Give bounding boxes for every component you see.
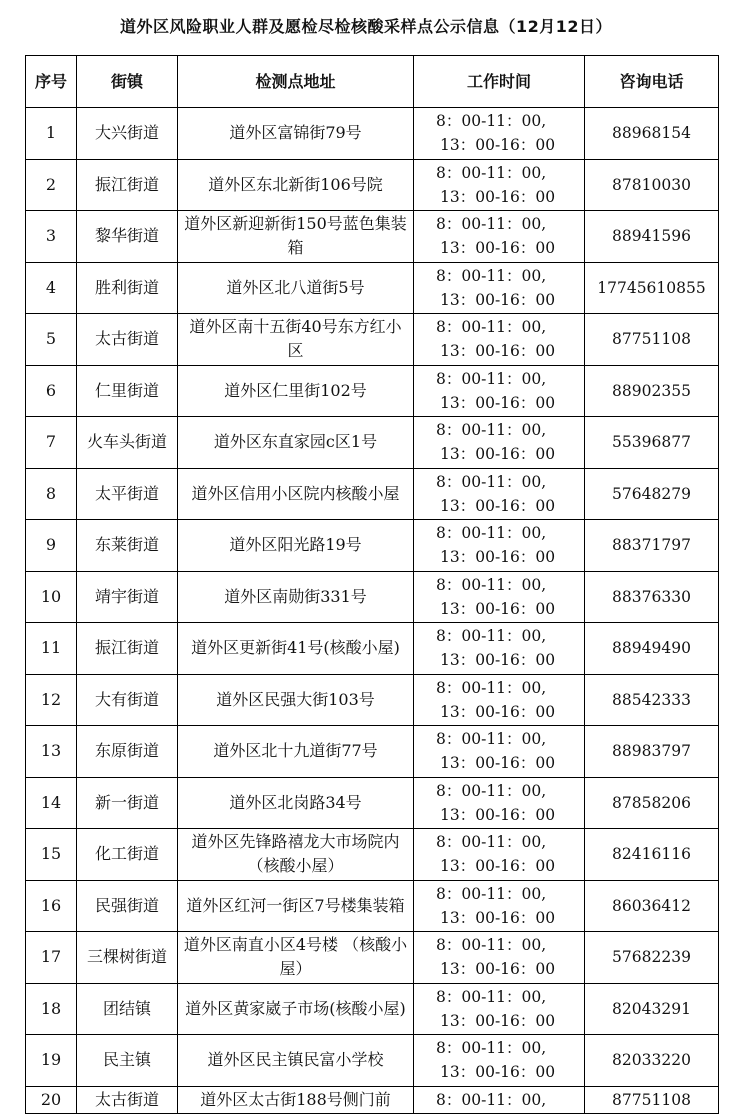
row-number: 13 xyxy=(26,726,77,778)
row-working-hours xyxy=(414,262,585,314)
working-hours-morning: 8：00-11：00, xyxy=(436,524,547,543)
sampling-sites-table xyxy=(25,55,719,1114)
row-working-hours xyxy=(414,932,585,984)
header-address: 检测点地址 xyxy=(178,56,414,108)
row-phone: 55396877 xyxy=(585,417,719,469)
row-street: 振江街道 xyxy=(77,159,178,211)
table-row xyxy=(26,365,719,417)
working-hours-morning: 8：00-11：00, xyxy=(436,112,547,131)
table-row xyxy=(26,932,719,984)
row-street: 三棵树街道 xyxy=(77,932,178,984)
row-number: 11 xyxy=(26,623,77,675)
row-number: 12 xyxy=(26,674,77,726)
header-street: 街镇 xyxy=(77,56,178,108)
working-hours-morning: 8：00-11：00, xyxy=(436,678,547,697)
row-address: 道外区仁里街102号 xyxy=(178,365,414,417)
working-hours-morning: 8：00-11：00, xyxy=(436,369,547,388)
table-header-row xyxy=(26,56,719,108)
table-row xyxy=(26,108,719,160)
row-number: 9 xyxy=(26,520,77,572)
working-hours-afternoon: 13：00-16：00 xyxy=(440,1063,556,1082)
table-row xyxy=(26,1086,719,1113)
working-hours-morning: 8：00-11：00, xyxy=(436,1090,547,1109)
row-phone: 87810030 xyxy=(585,159,719,211)
row-address: 道外区南勋街331号 xyxy=(178,571,414,623)
row-number: 16 xyxy=(26,880,77,932)
table-row xyxy=(26,468,719,520)
row-street: 黎华街道 xyxy=(77,211,178,263)
working-hours-afternoon: 13：00-16：00 xyxy=(440,187,556,206)
working-hours-afternoon: 13：00-16：00 xyxy=(440,857,556,876)
table-row xyxy=(26,983,719,1035)
table-row xyxy=(26,674,719,726)
working-hours-morning: 8：00-11：00, xyxy=(436,730,547,749)
row-street: 东原街道 xyxy=(77,726,178,778)
row-phone: 88983797 xyxy=(585,726,719,778)
row-working-hours xyxy=(414,159,585,211)
row-street: 大有街道 xyxy=(77,674,178,726)
working-hours-morning: 8：00-11：00, xyxy=(436,833,547,852)
row-working-hours xyxy=(414,674,585,726)
row-number: 6 xyxy=(26,365,77,417)
table-row xyxy=(26,829,719,881)
row-phone: 87751108 xyxy=(585,1086,719,1113)
row-number: 17 xyxy=(26,932,77,984)
row-street: 火车头街道 xyxy=(77,417,178,469)
row-phone: 88941596 xyxy=(585,211,719,263)
row-street: 新一街道 xyxy=(77,777,178,829)
working-hours-morning: 8：00-11：00, xyxy=(436,421,547,440)
working-hours-afternoon: 13：00-16：00 xyxy=(440,908,556,927)
row-address: 道外区东北新街106号院 xyxy=(178,159,414,211)
working-hours-morning: 8：00-11：00, xyxy=(436,575,547,594)
row-phone: 88376330 xyxy=(585,571,719,623)
row-phone: 82416116 xyxy=(585,829,719,881)
working-hours-afternoon: 13：00-16：00 xyxy=(440,805,556,824)
row-phone: 87751108 xyxy=(585,314,719,366)
working-hours-morning: 8：00-11：00, xyxy=(436,987,547,1006)
row-address: 道外区红河一街区7号楼集装箱 xyxy=(178,880,414,932)
table-row xyxy=(26,777,719,829)
row-street: 大兴街道 xyxy=(77,108,178,160)
table-row xyxy=(26,417,719,469)
working-hours-afternoon: 13：00-16：00 xyxy=(440,496,556,515)
row-number: 19 xyxy=(26,1035,77,1087)
row-number: 3 xyxy=(26,211,77,263)
working-hours-morning: 8：00-11：00, xyxy=(436,627,547,646)
row-number: 20 xyxy=(26,1086,77,1113)
row-street: 民主镇 xyxy=(77,1035,178,1087)
row-phone: 88902355 xyxy=(585,365,719,417)
row-working-hours xyxy=(414,314,585,366)
working-hours-afternoon: 13：00-16：00 xyxy=(440,393,556,412)
row-address: 道外区北岗路34号 xyxy=(178,777,414,829)
working-hours-morning: 8：00-11：00, xyxy=(436,936,547,955)
row-address: 道外区更新街41号(核酸小屋) xyxy=(178,623,414,675)
row-working-hours xyxy=(414,520,585,572)
row-working-hours xyxy=(414,108,585,160)
working-hours-morning: 8：00-11：00, xyxy=(436,884,547,903)
working-hours-afternoon: 13：00-16：00 xyxy=(440,599,556,618)
working-hours-morning: 8：00-11：00, xyxy=(436,163,547,182)
row-address: 道外区阳光路19号 xyxy=(178,520,414,572)
working-hours-morning: 8：00-11：00, xyxy=(436,215,547,234)
row-street: 化工街道 xyxy=(77,829,178,881)
working-hours-morning: 8：00-11：00, xyxy=(436,781,547,800)
row-working-hours xyxy=(414,365,585,417)
table-row xyxy=(26,262,719,314)
row-address: 道外区东直家园c区1号 xyxy=(178,417,414,469)
row-street: 民强街道 xyxy=(77,880,178,932)
row-phone: 17745610855 xyxy=(585,262,719,314)
row-number: 18 xyxy=(26,983,77,1035)
row-number: 7 xyxy=(26,417,77,469)
row-address: 道外区黄家崴子市场(核酸小屋) xyxy=(178,983,414,1035)
working-hours-afternoon: 13：00-16：00 xyxy=(440,548,556,567)
working-hours-afternoon: 13：00-16：00 xyxy=(440,651,556,670)
row-address: 道外区新迎新街150号蓝色集装箱 xyxy=(178,211,414,263)
working-hours-afternoon: 13：00-16：00 xyxy=(440,754,556,773)
row-number: 14 xyxy=(26,777,77,829)
row-street: 太古街道 xyxy=(77,314,178,366)
table-body xyxy=(26,108,719,1114)
row-number: 5 xyxy=(26,314,77,366)
working-hours-morning: 8：00-11：00, xyxy=(436,472,547,491)
row-address: 道外区民强大街103号 xyxy=(178,674,414,726)
row-working-hours xyxy=(414,1035,585,1087)
table-row xyxy=(26,571,719,623)
row-street: 胜利街道 xyxy=(77,262,178,314)
row-street: 东莱街道 xyxy=(77,520,178,572)
row-phone: 86036412 xyxy=(585,880,719,932)
header-phone: 咨询电话 xyxy=(585,56,719,108)
table-row xyxy=(26,726,719,778)
row-phone: 88542333 xyxy=(585,674,719,726)
row-working-hours xyxy=(414,417,585,469)
row-street: 团结镇 xyxy=(77,983,178,1035)
row-working-hours xyxy=(414,571,585,623)
table-row xyxy=(26,880,719,932)
row-address: 道外区信用小区院内核酸小屋 xyxy=(178,468,414,520)
page-title: 道外区风险职业人群及愿检尽检核酸采样点公示信息（12月12日） xyxy=(119,17,613,36)
header-time: 工作时间 xyxy=(414,56,585,108)
row-phone: 82033220 xyxy=(585,1035,719,1087)
table-row xyxy=(26,159,719,211)
working-hours-afternoon: 13：00-16：00 xyxy=(440,960,556,979)
row-phone: 88968154 xyxy=(585,108,719,160)
row-phone: 57682239 xyxy=(585,932,719,984)
row-address: 道外区北八道街5号 xyxy=(178,262,414,314)
row-number: 8 xyxy=(26,468,77,520)
table-row xyxy=(26,623,719,675)
row-address: 道外区南直小区4号楼 （核酸小屋） xyxy=(178,932,414,984)
working-hours-morning: 8：00-11：00, xyxy=(436,266,547,285)
table-row xyxy=(26,520,719,572)
row-working-hours xyxy=(414,211,585,263)
working-hours-afternoon: 13：00-16：00 xyxy=(440,445,556,464)
row-number: 10 xyxy=(26,571,77,623)
row-address: 道外区太古街188号侧门前 xyxy=(178,1086,414,1113)
row-working-hours xyxy=(414,726,585,778)
row-phone: 57648279 xyxy=(585,468,719,520)
row-number: 1 xyxy=(26,108,77,160)
row-street: 太平街道 xyxy=(77,468,178,520)
row-address: 道外区北十九道街77号 xyxy=(178,726,414,778)
row-number: 15 xyxy=(26,829,77,881)
row-address: 道外区富锦街79号 xyxy=(178,108,414,160)
working-hours-afternoon: 13：00-16：00 xyxy=(440,290,556,309)
row-working-hours xyxy=(414,1086,585,1113)
working-hours-afternoon: 13：00-16：00 xyxy=(440,342,556,361)
row-street: 振江街道 xyxy=(77,623,178,675)
table-row xyxy=(26,1035,719,1087)
row-working-hours xyxy=(414,983,585,1035)
row-working-hours xyxy=(414,623,585,675)
row-street: 太古街道 xyxy=(77,1086,178,1113)
row-street: 仁里街道 xyxy=(77,365,178,417)
working-hours-afternoon: 13：00-16：00 xyxy=(440,1011,556,1030)
row-working-hours xyxy=(414,777,585,829)
row-working-hours xyxy=(414,468,585,520)
row-working-hours xyxy=(414,880,585,932)
row-number: 2 xyxy=(26,159,77,211)
working-hours-morning: 8：00-11：00, xyxy=(436,318,547,337)
row-working-hours xyxy=(414,829,585,881)
header-no: 序号 xyxy=(26,56,77,108)
row-phone: 88371797 xyxy=(585,520,719,572)
working-hours-afternoon: 13：00-16：00 xyxy=(440,702,556,721)
table-row xyxy=(26,314,719,366)
table-row xyxy=(26,211,719,263)
row-street: 靖宇街道 xyxy=(77,571,178,623)
row-phone: 87858206 xyxy=(585,777,719,829)
row-phone: 82043291 xyxy=(585,983,719,1035)
working-hours-morning: 8：00-11：00, xyxy=(436,1039,547,1058)
row-address: 道外区民主镇民富小学校 xyxy=(178,1035,414,1087)
row-phone: 88949490 xyxy=(585,623,719,675)
row-number: 4 xyxy=(26,262,77,314)
working-hours-afternoon: 13：00-16：00 xyxy=(440,239,556,258)
working-hours-afternoon: 13：00-16：00 xyxy=(440,136,556,155)
row-address: 道外区南十五街40号东方红小区 xyxy=(178,314,414,366)
row-address: 道外区先锋路禧龙大市场院内（核酸小屋） xyxy=(178,829,414,881)
